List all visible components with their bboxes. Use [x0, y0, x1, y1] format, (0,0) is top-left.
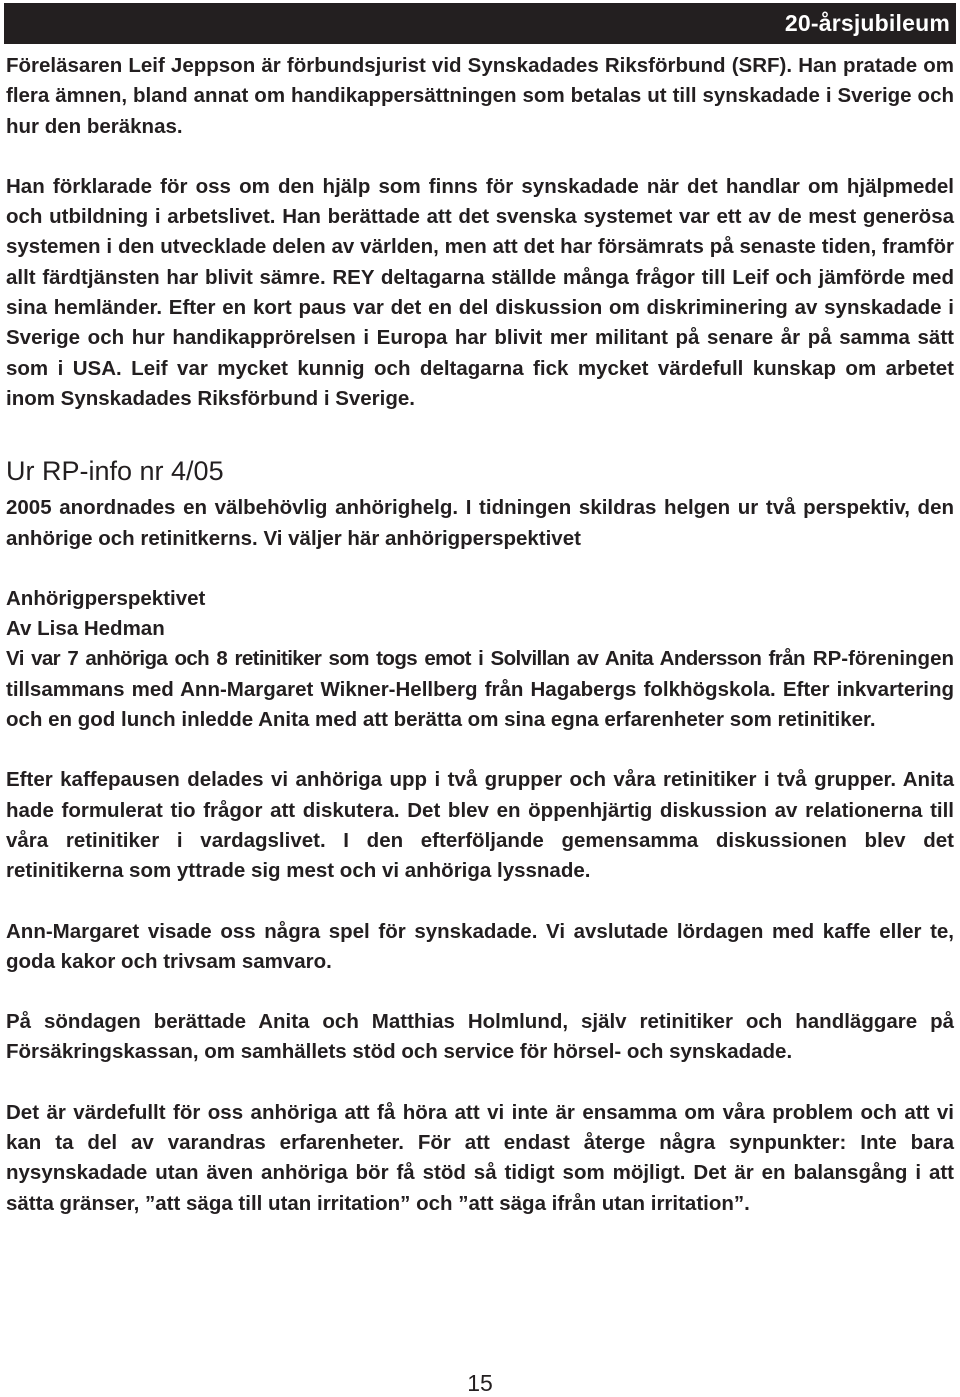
header-bar [4, 3, 956, 44]
article-title: Anhörigperspektivet [6, 586, 206, 610]
section-title: 20-årsjubileum [784, 10, 950, 36]
intro-paragraph: 2005 anordnades en välbehövlig anhörighelg. I tidningen skildras helgen ur två perspektiv, den anhörige och retinitkerns. Vi väljer här anhörigperspektivet [6, 496, 954, 550]
article-author: Av Lisa Hedman [6, 617, 165, 641]
paragraph: Han förklarade för oss om den hjälp som finns för synskadade när det handlar om hjälpmedel och utbildning i arbetslivet. Han berättade att det svenska systemet var ett av de mest generösa systemen i den utvecklade delen av världen, men att det har försämrats på senaste tiden, framför allt färdtjänsten har blivit sämre. REY deltagarna ställde många frågor till Leif och jämförde med sina hemländer. Efter en kort paus var det en del diskussion om diskriminering av synskadade i Sverige och hur handikapprörelsen i Europa har blivit mer militant på senare år på samma sätt som i USA. Leif var mycket kunnig och deltagarna fick mycket värdefull kunskap om arbetet inom Synskadades Riksförbund i Sverige. [6, 174, 954, 410]
paragraph: Efter kaffepausen delades vi anhöriga upp i två grupper och våra retinitiker i två grupper. Anita hade formulerat tio frågor att diskutera. Det blev en öppenhjärtig diskussion av relationerna till våra retinitiker i vardagslivet. I den efterföljande gemensamma diskussionen blev det retinitikerna som yttrade sig mest och vi anhöriga lyssnade. [6, 768, 954, 883]
section-heading: Ur RP-info nr 4/05 [6, 456, 224, 487]
paragraph: Föreläsaren Leif Jeppson är förbundsjurist vid Synskadades Riksförbund (SRF). Han pratade om flera ämnen, bland annat om handikappersättningen som betalas ut till synskadade i Sverige och hur den beräknas. [6, 54, 954, 138]
paragraph: På söndagen berättade Anita och Matthias Holmlund, själv retinitiker och handläggare på Försäkringskassan, om samhällets stöd och service för hörsel- och synskadade. [6, 1010, 954, 1064]
paragraph: Det är värdefullt för oss anhöriga att få höra att vi inte är ensamma om våra problem och att vi kan ta del av varandras erfarenheter. För att endast återge några synpunkter: Inte bara nysynskadade utan även anhöriga bör få stöd så tidigt som möjligt. Det är en balansgång i att sätta gränser, ”att säga till utan irritation” och ”att säga ifrån utan irritation”. [6, 1100, 954, 1215]
first-rest: RP-föreningen tillsammans med Ann-Margaret Wikner-Hellberg från Hagabergs folkhögskola. Efter inkvartering och en god lunch inledde Anita med att berätta om sina egna erfarenheter som retinitiker. [6, 647, 954, 732]
page-content [6, 51, 954, 1219]
paragraph: Ann-Margaret visade oss några spel för synskadade. Vi avslutade lördagen med kaffe eller te, goda kakor och trivsam samvaro. [6, 919, 954, 973]
paragraph [6, 644, 954, 735]
first-line: Vi var 7 anhöriga och 8 retinitiker som togs emot i Solvillan av Anita Andersson från [6, 647, 805, 671]
page-number: 15 [467, 1370, 493, 1396]
